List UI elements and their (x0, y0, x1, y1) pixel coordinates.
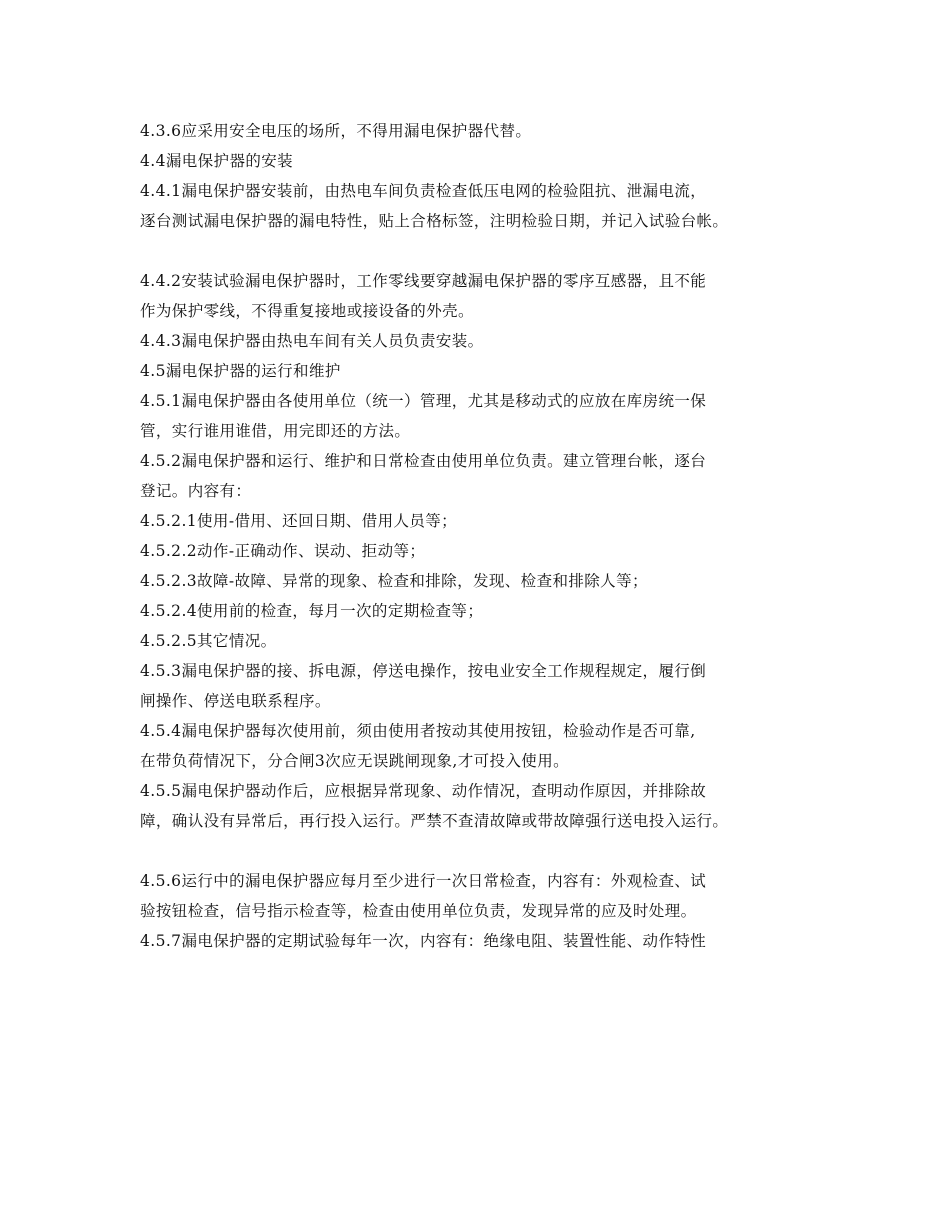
text-line: 障，确认没有异常后，再行投入运行。严禁不查清故障或带故障强行送电投入运行。 (140, 812, 729, 830)
text-line: 4.5.2漏电保护器和运行、维护和日常检查由使用单位负责。建立管理台帐，逐台 (140, 452, 707, 470)
text-line: 闸操作、停送电联系程序。 (140, 692, 331, 710)
text-line: 4.4.2安装试验漏电保护器时，工作零线要穿越漏电保护器的零序互感器，且不能 (140, 272, 707, 290)
document-body (140, 116, 840, 956)
section-heading: 4.4漏电保护器的安装 (140, 152, 294, 170)
list-item: 4.5.2.2动作-正确动作、误动、拒动等； (140, 542, 426, 560)
section-heading: 4.5漏电保护器的运行和维护 (140, 362, 341, 380)
text-line: 4.5.7漏电保护器的定期试验每年一次，内容有：绝缘电阻、装置性能、动作特性 (140, 932, 707, 950)
text-line: 4.5.6运行中的漏电保护器应每月至少进行一次日常检查，内容有：外观检查、试 (140, 872, 707, 890)
text-line: 4.3.6应采用安全电压的场所，不得用漏电保护器代替。 (140, 122, 532, 140)
text-line: 管，实行谁用谁借，用完即还的方法。 (140, 422, 411, 440)
text-line: 逐台测试漏电保护器的漏电特性，贴上合格标签，注明检验日期，并记入试验台帐。 (140, 212, 729, 230)
list-item: 4.5.2.5其它情况。 (140, 632, 277, 650)
text-line: 验按钮检查，信号指示检查等，检查由使用单位负责，发现异常的应及时处理。 (140, 902, 697, 920)
paragraph-gap (140, 236, 840, 266)
text-line: 4.5.5漏电保护器动作后，应根据异常现象、动作情况，查明动作原因，并排除故 (140, 782, 707, 800)
list-item: 4.5.2.4使用前的检查，每月一次的定期检查等； (140, 602, 484, 620)
text-line: 4.5.1漏电保护器由各使用单位（统一）管理，尤其是移动式的应放在库房统一保 (140, 392, 707, 410)
text-line: 4.4.3漏电保护器由热电车间有关人员负责安装。 (140, 332, 484, 350)
text-line: 4.5.3漏电保护器的接、拆电源，停送电操作，按电业安全工作规程规定，履行倒 (140, 662, 707, 680)
text-line: 4.4.1漏电保护器安装前，由热电车间负责检查低压电网的检验阻抗、泄漏电流， (140, 182, 707, 200)
list-item: 4.5.2.3故障-故障、异常的现象、检查和排除，发现、检查和排除人等； (140, 572, 648, 590)
text-line: 登记。内容有： (140, 482, 252, 500)
text-line: 作为保护零线，不得重复接地或接设备的外壳。 (140, 302, 474, 320)
text-line: 在带负荷情况下，分合闸3次应无误跳闸现象,才可投入使用。 (140, 752, 569, 770)
paragraph-gap (140, 836, 840, 866)
list-item: 4.5.2.1使用-借用、还回日期、借用人员等； (140, 512, 458, 530)
text-line: 4.5.4漏电保护器每次使用前，须由使用者按动其使用按钮，检验动作是否可靠, (140, 722, 696, 740)
